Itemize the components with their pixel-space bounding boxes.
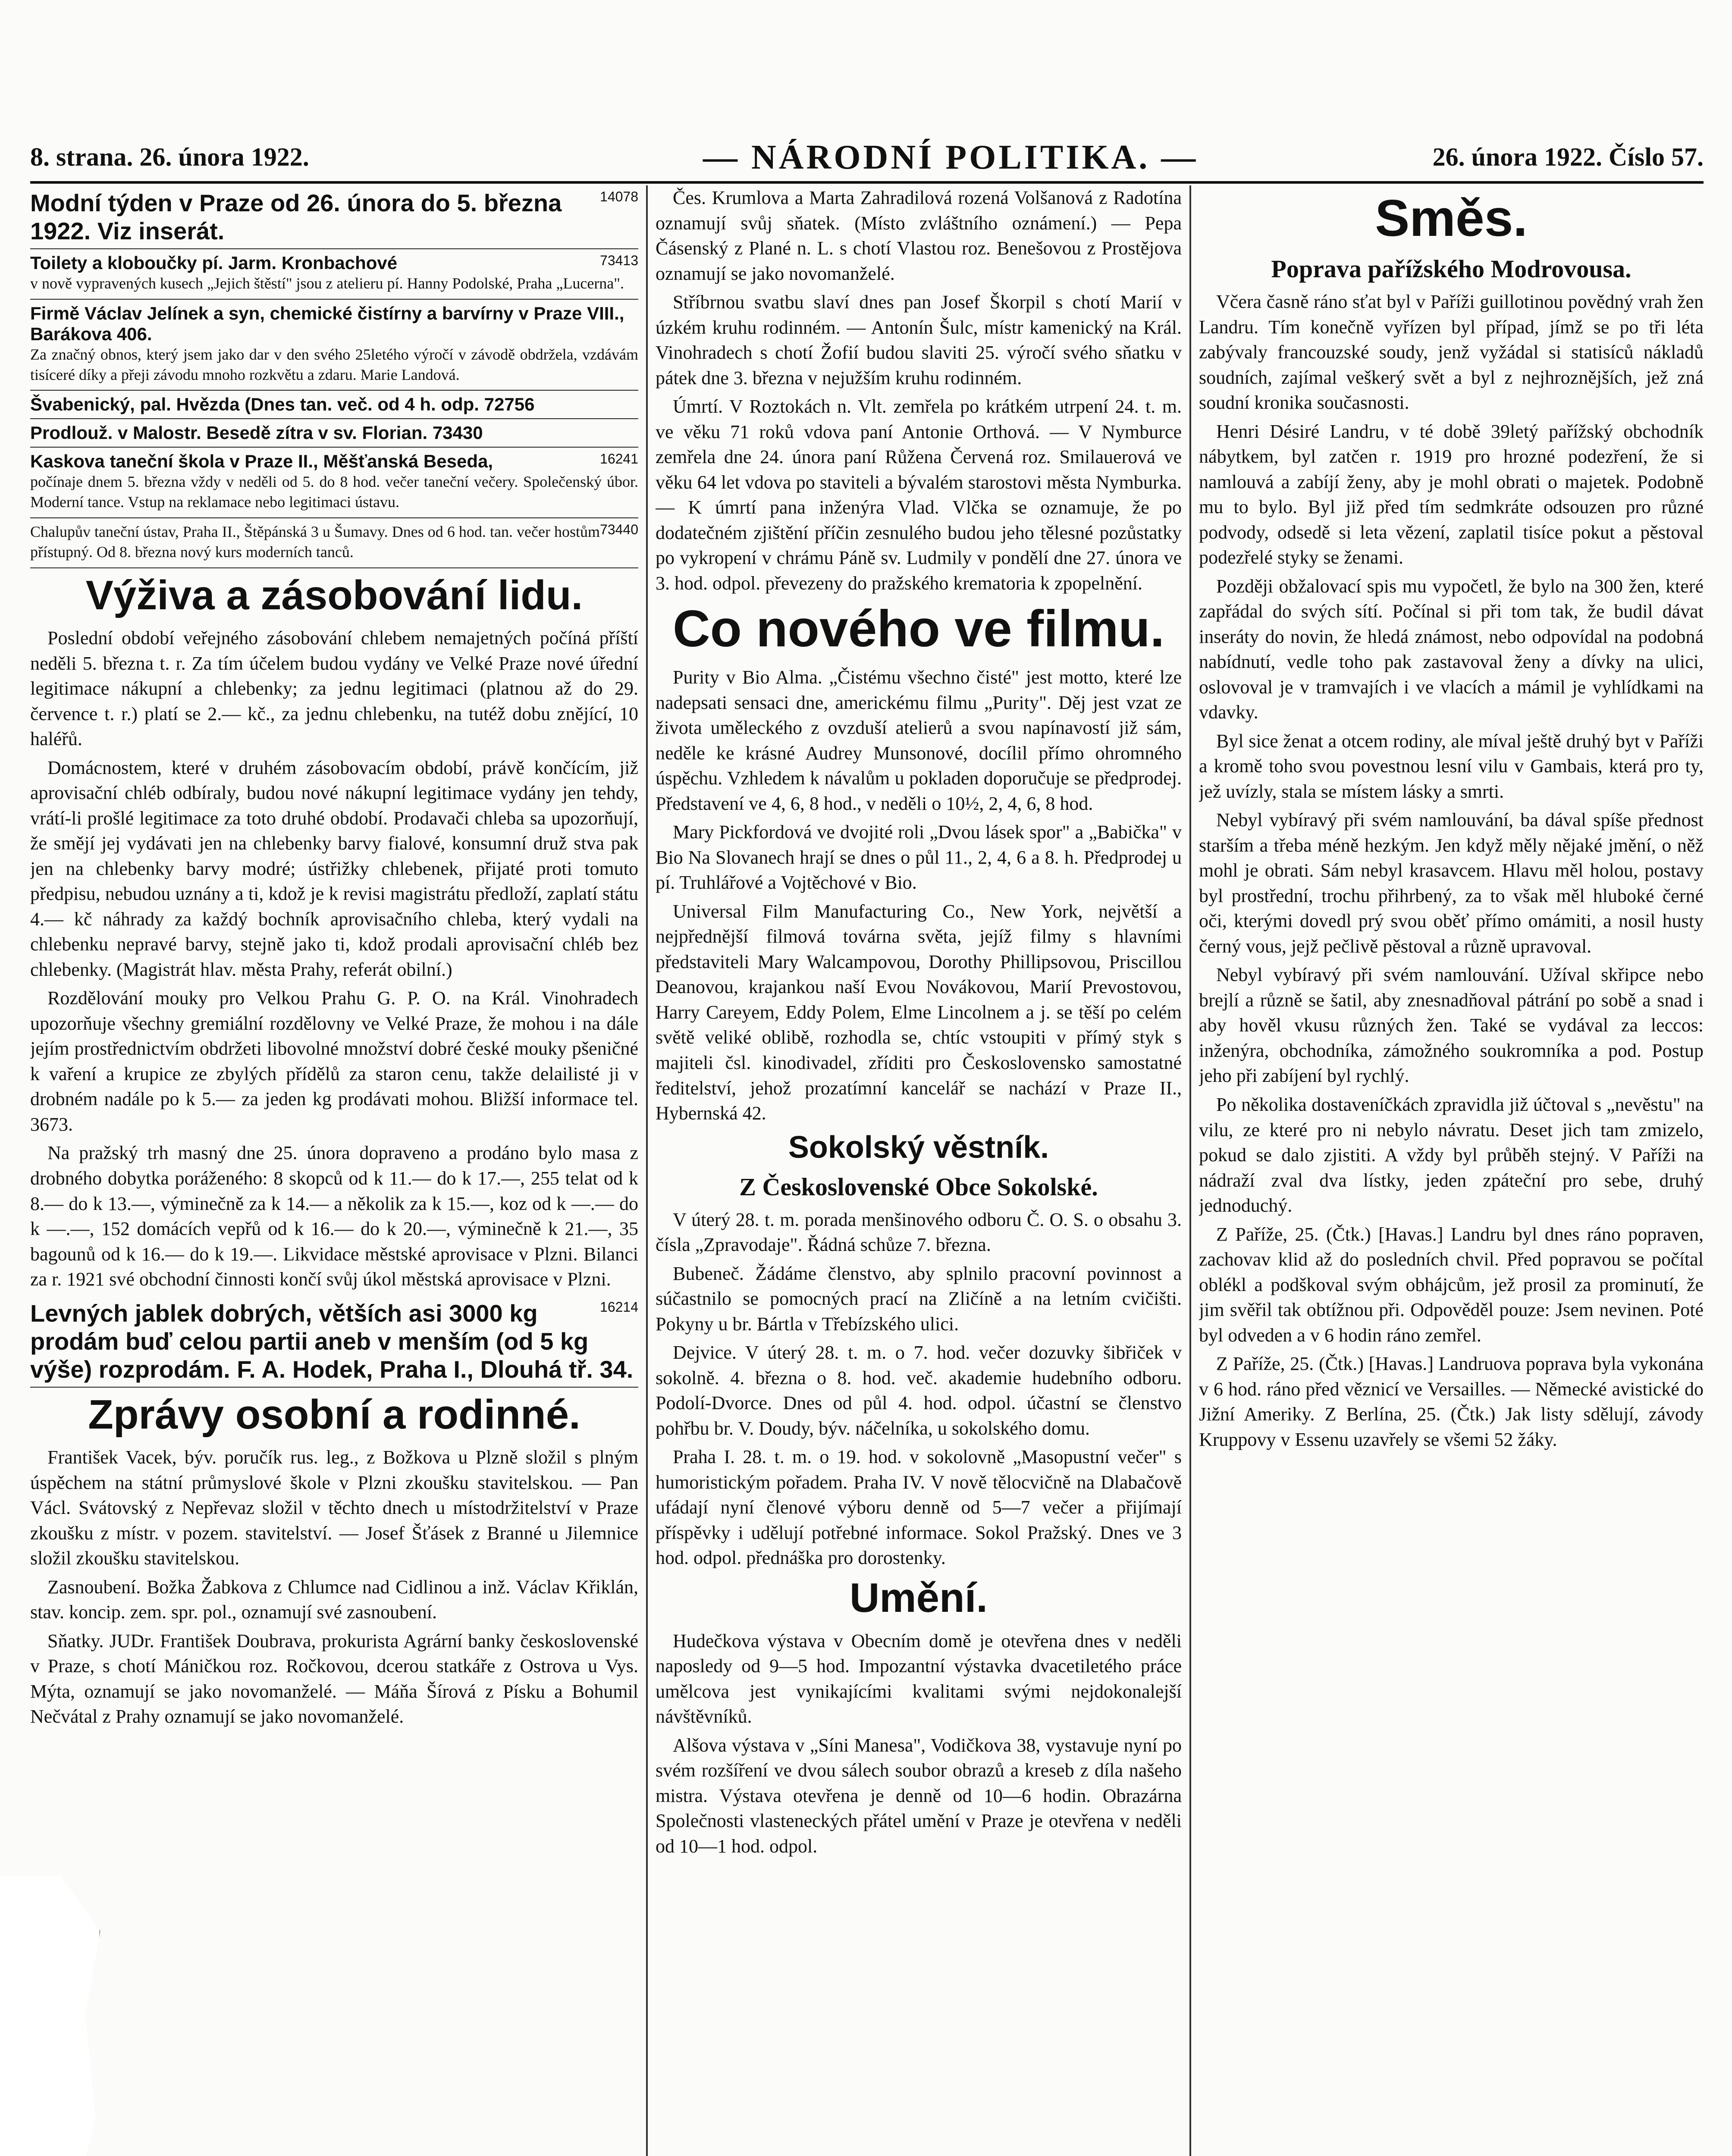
- article-text: Na pražský trh masný dne 25. února dopraveno a prodáno bylo masa z drobného dobytka poráženého: 8 skopců od k 11.— do k 17.—, 255 telat od k 8.— do k 13.—, výminečně za k 14.— a několik za k 15.—, koz od k —.— do k —.—, 152 domácích vepřů od k 16.— do k 20.—, výminečně k 21.—, 35 bagounů od k 16.— do k 19.—. Likvidace městské aprovisace v Plzni. Bilanci za r. 1921 své obchodní činnosti končí svůj úkol městská aprovisace v Plzni.: [30, 1142, 638, 1290]
- article-text: Úmrtí. V Roztokách n. Vlt. zemřela po krátkém utrpení 24. t. m. ve věku 71 roků vdova paní Antonie Orthová. — V Nymburce zemřela dne 24. února paní Růžena Červená roz. Smilauerová ve věku 64 let vdova po staviteli a bývalém starostovi města Nymburka. — K úmrtí pana inženýra Vlad. Vlčka se oznamuje, že po dodatečném zjištění příčin zesnulého budou jeho tělesné pozůstatky po vykropení v chrámu Páně sv. Ludmily v pondělí dne 27. února ve 3. hod. odpol. převezeny do pražského krematoria k zpopelnění.: [656, 396, 1182, 594]
- article-text: Byl sice ženat a otcem rodiny, ale míval ještě druhý byt v Paříži a kromě toho svou povestnou lesní vilu v Gambais, která pro ty, jež uvízly, stala se místem lásky a smrti.: [1199, 730, 1704, 802]
- article-text: Praha I. 28. t. m. o 19. hod. v sokolovně „Masopustní večer" s humoristickým pořadem. Praha IV. V nově tělocvičně na Dlabačově ufádají nyní členové výboru denně od 5—7 večer a přijímají příspěvky i udělují potřebné informace. Sokol Pražský. Dnes ve 3 hod. odpol. přednáška pro dorostenky.: [656, 1446, 1182, 1569]
- article-text: Nebyl vybíravý při svém namlouvání. Užíval skřipce nebo brejlí a různě se šatil, aby znesnadňoval pátrání po sobě a snad i aby hověl vkusu různých žen. Také se vydával za leccos: inženýra, obchodníka, zámožného soukromníka a pod. Postup jeho při zabíjení byl rychlý.: [1199, 964, 1704, 1087]
- article-text: Rozdělování mouky pro Velkou Prahu G. P. O. na Král. Vinohradech upozorňuje všechny gremiální rozdělovny ve Velké Praze, že mohou i na dále jejím prostřednictvím obdržeti libovolné množství dobré české mouky pšeničné k vaření a krupice ze zbylých přídělů za staron cenu, takže delailisté ji v drobném nadále po k 5.— za jeden kg prodávati mohou. Bližší informace tel. 3673.: [30, 987, 638, 1135]
- headline-smes: Směs.: [1375, 189, 1528, 247]
- ad-apples: 16214 Levných jablek dobrých, větších asi 3000 kg prodám buď celou partii aneb v menším (od 5 kg výše) rozprodám. F. A. Hodek, Praha I., Dlouhá tř. 34.: [30, 1296, 638, 1388]
- article-text: V úterý 28. t. m. porada menšinového odboru Č. O. S. o obsahu 3. čísla „Zpravodaje". Řádná schůze 7. března.: [656, 1209, 1182, 1256]
- article-text: Purity v Bio Alma. „Čistému všechno čisté" jest motto, které lze nadepsati sensaci dne, americkému filmu „Purity". Děj jest vzat ze života uměleckého z ovzduší atelierů a svou napínavostí již sám, neděle ke krásné Audrey Munsonové, docílil přímo ohromného úspěchu. Vzhledem k návalům u pokladen doporučuje se předprodej. Představení ve 4, 6, 8 hod., v neděli o 10½, 2, 4, 6, 8 hod.: [656, 667, 1182, 814]
- subheadline: Poprava pařížského Modrovousa.: [1271, 255, 1632, 283]
- column-divider: [646, 185, 648, 2156]
- article-text: Bubeneč. Žádáme členstvo, aby splnilo pracovní povinnost a súčastnilo se pomocných prací na Zličíně a na letním cvičišti. Pokyny u br. Bártla v Třebízského ulici.: [656, 1263, 1182, 1335]
- column-middle: Čes. Krumlova a Marta Zahradilová rozená Volšanová z Radotína oznamují svůj sňatek. (Místo zvláštního oznámení.) — Pepa Čásenský z Plané n. L. s chotí Vlastou roz. Benešovou z Prostějova oznamují se jako novomanželé. Stříbrnou svatbu slaví dnes pan Josef Škorpil s chotí Marií v úzkém kruhu rodinném. — Antonín Šulc, místr kamenický na Král. Vinohradech s chotí Žofií budou slaviti 25. výročí svého sňatku v pátek dne 3. března v nejužším kruhu rodinném. Úmrtí. V Roztokách n. Vlt. zemřela po krátkém utrpení 24. t. m. ve věku 71 roků vdova paní Antonie Orthová. — V Nymburce zemřela dne 24. února paní Růžena Červená roz. Smilauerová ve věku 64 let vdova po staviteli a bývalém starostovi města Nymburka. — K úmrtí pana inženýra Vlad. Vlčka se oznamuje, že po dodatečném zjištění příčin zesnulého budou jeho tělesné pozůstatky po vykropení v chrámu Páně sv. Ludmily v pondělí dne 27. února ve 3. hod. odpol. převezeny do pražského krematoria k zpopelnění. Co nového ve filmu. Purity v Bio Alma. „Čistému všechno čisté" jest motto, které lze nadepsati sensaci dne, americkému filmu „Purity". Děj jest vzat ze života uměleckého z ovzduší atelierů a svou napínavostí již sám, neděle ke krásné Audrey Munsonové, docílil přímo ohromného úspěchu. Vzhledem k návalům u pokladen doporučuje se předprodej. Představení ve 4, 6, 8 hod., v neděli o 10½, 2, 4, 6, 8 hod. Mary Pickfordová ve dvojité roli „Dvou lásek spor" a „Babička" v Bio Na Slovanech hrají se dnes o půl 11., 2, 4, 6 a 8. h. Předprodej u pí. Truhlářové a Vojtěchové v Bio. Universal Film Manufacturing Co., New York, největší a nejpřednější filmová továrna světa, jejíž filmy s hlavními představiteli Mary Walcampovou, Dorothy Phillipsovou, Priscillou Deanovou, krajankou naší Evou Novákovou, Marií Prevostovou, Harry Careyem, Eddy Polem, Elme Lincolnem a j. se těší po celém světě veliké oblibě, rozhodla se, chtíc vstoupiti v přímý styk s majiteli čsl. kinodivadel, zříditi pro Československo samostatné ředitelství, jehož prozatímní kancelář se nachází v Praze II., Hybernská 42. Sokolský věstník. Z Československé Obce Sokolské. V úterý 28. t. m. porada menšinového odboru Č. O. S. o obsahu 3. čísla „Zpravodaje". Řádná schůze 7. března. Bubeneč. Žádáme členstvo, aby splnilo pracovní povinnost a súčastnilo se pomocných prací na Zličíně a na letním cvičišti. Pokyny u br. Bártla v Třebízského ulici. Dejvice. V úterý 28. t. m. o 7. hod. večer dozuvky šibřiček v sokolně. 4. března o 8. hod. več. akademie hudebního odboru. Podolí-Dvorce. Dnes od půl 4. hod. odpol. účastní se členstvo pohřbu br. V. Doudy, býv. náčelníka, u sokolského domu. Praha I. 28. t. m. o 19. hod. v sokolovně „Masopustní večer" s humoristickým pořadem. Praha IV. V nově tělocvičně na Dlabačově ufádají nyní členové výboru denně od 5—7 večer a přijímají příspěvky i udělují potřebné informace. Sokol Pražský. Dnes ve 3 hod. odpol. přednáška pro dorostenky. Umění. Hudečkova výstava v Obecním domě je otevřena dnes v neděli naposledy od 9—5 hod. Impozantní výstavka dvacetiletého práce umělcova jest vynikajícími kvalitami svými nejdokonalejší návštěvníků. Alšova výstava v „Síni Manesa", Vodičkova 38, vystavuje nyní po svém rozšíření ve dvou sálech soubor obrazů a kreseb z díla našeho mistra. Výstava otevřena je denně od 10—6 hodin. Obrazárna Společnosti vlasteneckých přátel umění v Praze je otevřena v neděli od 10—1 hod. odpol.: [656, 185, 1182, 2156]
- article-text: Universal Film Manufacturing Co., New York, největší a nejpřednější filmová továrna světa, jejíž filmy s hlavními představiteli Mary Walcampovou, Dorothy Phillipsovou, Priscillou Deanovou, krajankou naší Evou Novákovou, Marií Prevostovou, Harry Careyem, Eddy Polem, Elme Lincolnem a j. se těší po celém světě veliké oblibě, rozhodla se, chtíc vstoupiti v přímý styk s majiteli čsl. kinodivadel, zříditi pro Československo samostatné ředitelství, jehož prozatímní kancelář se nachází v Praze II., Hybernská 42.: [656, 900, 1182, 1124]
- page-number: 8. strana. 26. února 1922.: [30, 143, 309, 171]
- headline-sokol: Sokolský věstník.: [788, 1130, 1049, 1165]
- column-left: [30, 185, 638, 2156]
- top-rule: [30, 181, 1704, 184]
- issue-date: 26. února 1922. Číslo 57.: [1432, 143, 1704, 171]
- article-text: Mary Pickfordová ve dvojité roli „Dvou lásek spor" a „Babička" v Bio Na Slovanech hrají se dnes o půl 11., 2, 4, 6 a 8. h. Předprodej u pí. Truhlářové a Vojtěchové v Bio.: [656, 821, 1182, 893]
- ad-prodlouz: Prodlouž. v Malostr. Besedě zítra v sv. Florian. 73430: [30, 419, 638, 448]
- article-text: Hudečkova výstava v Obecním domě je otevřena dnes v neděli naposledy od 9—5 hod. Impozantní výstavka dvacetiletého práce umělcova jest vynikajícími kvalitami svými nejdokonalejší návštěvníků.: [656, 1630, 1182, 1727]
- article-text: Zasnoubení. Božka Žabkova z Chlumce nad Cidlinou a inž. Václav Křiklán, stav. koncip. zem. spr. pol., oznamují své zasnoubení.: [30, 1576, 638, 1623]
- headline-umeni: Umění.: [849, 1574, 988, 1621]
- ad-svabenicky: Švabenický, pal. Hvězda (Dnes tan. več. od 4 h. odp. 72756: [30, 391, 638, 419]
- headline-zpravy: Zprávy osobní a rodinné.: [88, 1391, 580, 1438]
- article-text: Domácnostem, které v druhém zásobovacím období, právě končícím, již aprovisační chléb odbíraly, budou nové nákupní legitimace vydány jen tehdy, vrátí-li prošlé legitimace za toto druhé období. Prodavači chleba sa upozorňují, že smějí jej vydávati jen na chlebenky barvy fialové, konsumní druž stva pak jen na chlebenky barvy modré; ústřižky chlebenek, přijaté proti tomuto předpisu, nebudou uznány a ti, kdož je k revisi magistrátu předloží, zaplatí státu 4.— kč náhrady za každý bochník aprovisačního chleba, který vydali na chlebenku nepravé barvy, stejně jako ti, kdož prodali aprovisační chléb bez chlebenky. (Magistrát hlav. města Prahy, referát obilní.): [30, 757, 638, 980]
- article-text: Později obžalovací spis mu vypočetl, že bylo na 300 žen, které zapřádal do svých sítí. Počínal si při tom tak, že budil dávat inseráty do novin, že hledá známost, nebo odpovídal na podobná nabídnutí, vedle toho pak zastavoval ženy a dívky na ulici, oslovoval je v tramvajích i ve vlacích a mámil je vyhlídkami na vdavky.: [1199, 575, 1704, 723]
- article-text: František Vacek, býv. poručík rus. leg., z Božkova u Plzně složil s plným úspěchem na státní průmyslové škole v Plzni zkoušku stavitelskou. — Pan Václ. Svátovský z Nepřevaz složil v těchto dnech u místodržitelství v Praze zkoušku z místr. v pozem. stavitelství. — Josef Šťásek z Branné u Jilemnice složil zkoušku stavitelskou.: [30, 1447, 638, 1569]
- article-text: Alšova výstava v „Síni Manesa", Vodičkova 38, vystavuje nyní po svém rozšíření ve dvou sálech soubor obrazů a kreseb z díla našeho mistra. Výstava otevřena je denně od 10—6 hodin. Obrazárna Společnosti vlasteneckých přátel umění v Praze je otevřena v neděli od 10—1 hod. odpol.: [656, 1734, 1182, 1857]
- article-text: Sňatky. JUDr. František Doubrava, prokurista Agrární banky československé v Praze, s chotí Máničkou roz. Ročkovou, dcerou statkáře z Ostrova u Vys. Mýta, oznamují se jako novomanželé. — Máňa Šírová z Písku a Bohumil Nečvátal z Prahy oznamují se jako novomanželé.: [30, 1630, 638, 1727]
- article-text: Z Paříže, 25. (Čtk.) [Havas.] Landruova poprava byla vykonána v 6 hod. ráno před věznicí ve Versailles. — Německé avistické do Jižní Ameriky. Z Berlína, 25. (Čtk.) Jak listy sdělují, závody Kruppovy v Essenu uzavřely se všemi 52 žáky.: [1199, 1353, 1704, 1450]
- article-text: Dejvice. V úterý 28. t. m. o 7. hod. večer dozuvky šibřiček v sokolně. 4. března o 8. hod. več. akademie hudebního odboru. Podolí-Dvorce. Dnes od půl 4. hod. odpol. účastní se členstvo pohřbu br. V. Doudy, býv. náčelníka, u sokolského domu.: [656, 1342, 1182, 1439]
- article-text: Čes. Krumlova a Marta Zahradilová rozená Volšanová z Radotína oznamují svůj sňatek. (Místo zvláštního oznámení.) — Pepa Čásenský z Plané n. L. s chotí Vlastou roz. Benešovou z Prostějova oznamují se jako novomanželé.: [656, 187, 1182, 284]
- ad-chalupuv: 73440 Chalupův taneční ústav, Praha II., Štěpánská 3 u Šumavy. Dnes od 6 hod. tan. večer hostům přístupný. Od 8. března nový kurs moderních tanců.: [30, 518, 638, 568]
- headline-film: Co nového ve filmu.: [672, 600, 1165, 658]
- ad-kaskova: 16241 Kaskova taneční škola v Praze II., Měšťanská Beseda, počínaje dnem 5. března vždy v neděli od 5. do 8 hod. večer taneční večery. Společenský úbor. Moderní tance. Vstup na reklamace nebo legitimaci ústavu.: [30, 448, 638, 518]
- article-text: Poslední období veřejného zásobování chlebem nemajetných počíná příští neděli 5. března t. r. Za tím účelem budou vydány ve Velké Praze nové úřední legitimace nákupní a chlebenky; za jednu legitimaci (platnou až do 29. července t. r.) platí se 2.— kč., za jednu chlebenku, na tutéž dobu znějící, 10 haléřů.: [30, 627, 638, 750]
- torn-edge: [0, 1876, 100, 2156]
- ad-jelinek: Firmě Václav Jelínek a syn, chemické čistírny a barvírny v Praze VIII., Barákova 406. Za značný obnos, který jsem jako dar v den svého 25letého výročí v závodě obdržela, vzdávám tisíceré díky a přeji závodu mnoho rozkvětu a zdaru. Marie Landová.: [30, 300, 638, 391]
- article-text: Včera časně ráno sťat byl v Paříži guillotinou povědný vrah žen Landru. Tím konečně vyřízen byl případ, jímž se po tři léta zabývaly francouzské soudy, jenž vyžádal si statisíců nákladů soudních, zajímal veškerý svět a byl z nejhroznějších, jež zná soudní kronika současnosti.: [1199, 291, 1704, 414]
- column-right: [1199, 185, 1704, 2156]
- headline-vyziva: Výživa a zásobování lidu.: [85, 572, 583, 618]
- masthead: [30, 138, 1704, 177]
- article-text: Po několika dostaveníčkách zpravidla již účtoval s „nevěstu" na vilu, ze které pro ni nebylo návratu. Deset jich tam zmizelo, pokud se dalo zjistiti. A vždy byl průběh stejný. V Paříži na nádraží zval dva lístky, jeden zpáteční pro sebe, druhý jednoduchý.: [1199, 1094, 1704, 1216]
- article-text: Stříbrnou svatbu slaví dnes pan Josef Škorpil s chotí Marií v úzkém kruhu rodinném. — Antonín Šulc, místr kamenický na Král. Vinohradech s chotí Žofií budou slaviti 25. výročí svého sňatku v pátek dne 3. března v nejužším kruhu rodinném.: [656, 291, 1182, 389]
- article-text: Nebyl vybíravý při svém namlouvání, ba dával spíše přednost starším a třeba méně hezkým. Jen když měly nějaké jmění, o něž mohl je obrati. Sám nebyl krasavcem. Hlavu měl holou, postavy byl prostřední, trochu přihrbený, za to však měl hluboké černé oči, kterými dovedl prý svou oběť přímo omámiti, a nosil husty černý vous, jejž pečlivě pěstoval a různě upravoval.: [1199, 809, 1704, 957]
- column-divider: [1189, 185, 1191, 2156]
- newspaper-title: — NÁRODNÍ POLITIKA. —: [703, 138, 1199, 176]
- article-text: Henri Désiré Landru, v té době 39letý pařížský obchodník nábytkem, byl zatčen r. 1919 pro hrozné podezření, že si namlouvá a zabíjí ženy, aby je mohl obrati o majetek. Podobně mu to bylo. Byl již před tím sedmkráte odsouzen pro různé podvody, odsedě si leta vězení, zaplatil tisíce pokut a pěstoval podezřelé styky se ženami.: [1199, 420, 1704, 568]
- article-text: Z Paříže, 25. (Čtk.) [Havas.] Landru byl dnes ráno popraven, zachovav klid až do posledních chvil. Před popravou se počítal oblékl a podškoval svým obhájcům, jež prosil za prominutí, že jim svěřil tak obtížnou při. Odpověděl pouze: Jsem nevinen. Poté byl odveden a v 6 hodin ráno zemřel.: [1199, 1223, 1704, 1346]
- ad-fashion-week: 14078 Modní týden v Praze od 26. února do 5. března 1922. Viz inserát.: [30, 185, 638, 249]
- ad-toilets: 73413 Toilety a kloboučky pí. Jarm. Kronbachové v nově vypravených kusech „Jejich štěstí" jsou z atelieru pí. Hanny Podolské, Praha „Lucerna".: [30, 249, 638, 300]
